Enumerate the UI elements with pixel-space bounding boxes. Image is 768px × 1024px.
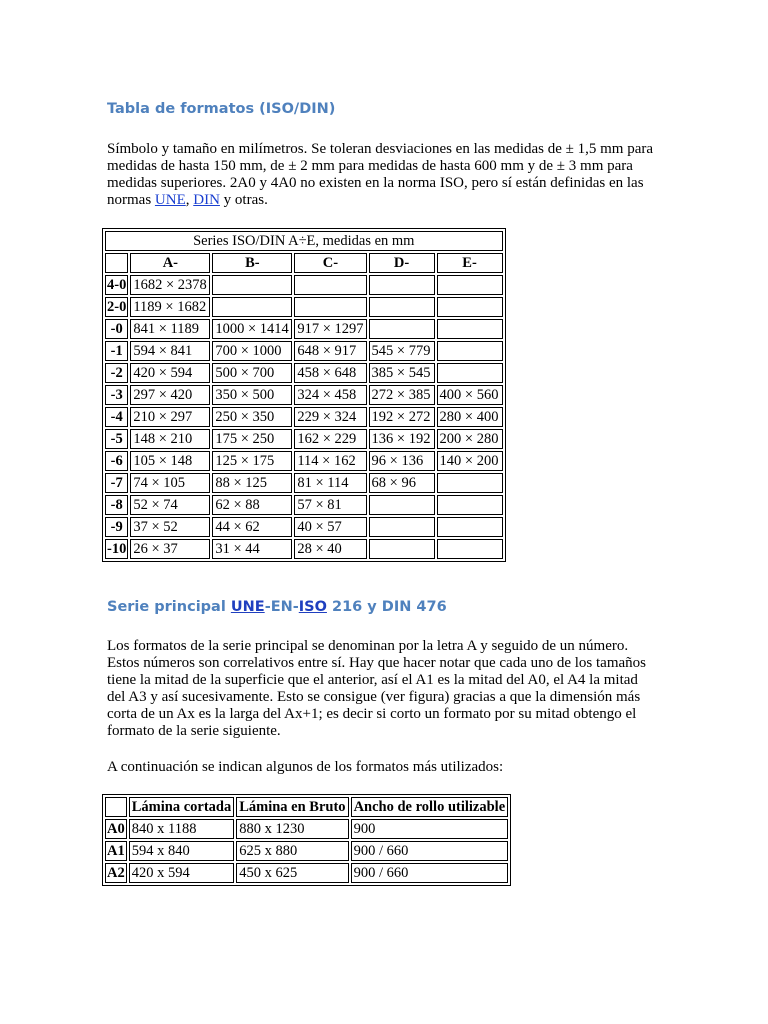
table-cell: 545 × 779 (369, 341, 435, 361)
intro-paragraph (107, 141, 667, 209)
intro-end: y otras. (219, 192, 268, 208)
table-cell: 420 x 594 (129, 863, 234, 883)
table-cell: 648 × 917 (294, 341, 366, 361)
table-body (105, 275, 503, 559)
table-cell: 297 × 420 (130, 385, 210, 405)
column-header: E- (437, 253, 503, 273)
table-row (105, 819, 508, 839)
column-header: Ancho de rollo utilizable (351, 797, 509, 817)
table-row (105, 275, 503, 295)
table-cell (369, 275, 435, 295)
table-row (105, 297, 503, 317)
row-header: A0 (105, 819, 127, 839)
corner-cell (105, 253, 128, 273)
table-cell: 324 × 458 (294, 385, 366, 405)
table-cell: 1682 × 2378 (130, 275, 210, 295)
table-cell: 900 / 660 (351, 863, 509, 883)
table-cell: 880 x 1230 (236, 819, 348, 839)
table-cell: 28 × 40 (294, 539, 366, 559)
table-cell: 105 × 148 (130, 451, 210, 471)
din-link[interactable]: DIN (193, 192, 220, 208)
row-header: -0 (105, 319, 128, 339)
table-cell: 114 × 162 (294, 451, 366, 471)
table-cell (437, 275, 503, 295)
table-cell: 500 × 700 (212, 363, 292, 383)
table-cell: 458 × 648 (294, 363, 366, 383)
table-cell: 26 × 37 (130, 539, 210, 559)
table-cell: 385 × 545 (369, 363, 435, 383)
iso-din-series-table (102, 228, 506, 562)
table-row (105, 341, 503, 361)
table-cell: 400 × 560 (437, 385, 503, 405)
row-header: -2 (105, 363, 128, 383)
une-title-link[interactable]: UNE (230, 599, 265, 615)
table-cell: 900 / 660 (351, 841, 509, 861)
table-cell: 74 × 105 (130, 473, 210, 493)
table-cell: 841 × 1189 (130, 319, 210, 339)
table-row (105, 863, 508, 883)
column-header: D- (369, 253, 435, 273)
table-cell: 175 × 250 (212, 429, 292, 449)
table-row (105, 319, 503, 339)
table-cell: 44 × 62 (212, 517, 292, 537)
table-cell (369, 297, 435, 317)
column-header: B- (212, 253, 292, 273)
table-cell: 210 × 297 (130, 407, 210, 427)
table-cell: 125 × 175 (212, 451, 292, 471)
table-cell (437, 517, 503, 537)
row-header: -7 (105, 473, 128, 493)
table-cell: 350 × 500 (212, 385, 292, 405)
table-row (105, 517, 503, 537)
table-row (105, 539, 503, 559)
table-cell (369, 495, 435, 515)
table-caption-row (105, 231, 503, 251)
row-header: -6 (105, 451, 128, 471)
table-cell (437, 297, 503, 317)
section-title-formatos: Tabla de formatos (ISO/DIN) (107, 101, 336, 117)
table-cell (369, 319, 435, 339)
table-cell: 57 × 81 (294, 495, 366, 515)
table-cell: 136 × 192 (369, 429, 435, 449)
table-cell (437, 341, 503, 361)
intro-text: Símbolo y tamaño en milímetros. Se toleran desviaciones en las medidas de ± 1,5 mm para medidas de hasta 150 mm, de ± 2 mm para medidas de hasta 600 mm y de ± 3 mm para medidas superiores. 2A0 y 4A0 no existen en la norma ISO, pero sí están definidas en las normas (107, 141, 654, 208)
table-cell (437, 363, 503, 383)
table-cell: 140 × 200 (437, 451, 503, 471)
table-cell: 594 × 841 (130, 341, 210, 361)
table-cell (212, 275, 292, 295)
table-cell: 68 × 96 (369, 473, 435, 493)
serie-paragraph: Los formatos de la serie principal se denominan por la letra A y seguido de un número. Estos números son correlativos entre sí. Hay que hacer notar que cada uno de los tamaños tiene la mitad de la superficie que el anterior, así el A1 es la mitad del A0, el A4 la mitad del A3 y así sucesivamente. Esto se consigue (ver figura) gracias a que la dimensión más corta de un Ax es la larga del Ax+1; es decir si corto un formato por su mitad obtengo el formato de la serie siguiente. (107, 638, 647, 739)
table-cell: 420 × 594 (130, 363, 210, 383)
row-header: -10 (105, 539, 128, 559)
table-cell (294, 275, 366, 295)
table-cell: 229 × 324 (294, 407, 366, 427)
section-title-serie-principal (107, 599, 447, 615)
serie-title-mid: -EN- (264, 599, 299, 615)
table-row (105, 429, 503, 449)
table-row (105, 495, 503, 515)
table-cell (212, 297, 292, 317)
serie-title-post: 216 y DIN 476 (326, 599, 447, 615)
table-cell: 450 x 625 (236, 863, 348, 883)
table-row (105, 841, 508, 861)
table-cell: 250 × 350 (212, 407, 292, 427)
table-row (105, 385, 503, 405)
table-cell (437, 495, 503, 515)
formats-intro: A continuación se indican algunos de los formatos más utilizados: (107, 759, 504, 775)
row-header: 4-0 (105, 275, 128, 295)
table-cell (437, 473, 503, 493)
row-header: -5 (105, 429, 128, 449)
row-header: -9 (105, 517, 128, 537)
table-cell: 272 × 385 (369, 385, 435, 405)
row-header: 2-0 (105, 297, 128, 317)
corner-cell (105, 797, 127, 817)
table-cell: 37 × 52 (130, 517, 210, 537)
table-cell: 1000 × 1414 (212, 319, 292, 339)
row-header: A2 (105, 863, 127, 883)
table-cell: 148 × 210 (130, 429, 210, 449)
serie-title-pre: Serie principal (107, 599, 231, 615)
common-formats-table (102, 794, 511, 886)
iso-title-link[interactable]: ISO (298, 599, 327, 615)
table-row (105, 407, 503, 427)
table-cell (437, 539, 503, 559)
row-header: -1 (105, 341, 128, 361)
table-cell: 700 × 1000 (212, 341, 292, 361)
table-cell: 917 × 1297 (294, 319, 366, 339)
table-cell (437, 319, 503, 339)
table-cell: 40 × 57 (294, 517, 366, 537)
table-cell: 31 × 44 (212, 539, 292, 559)
table-cell (369, 539, 435, 559)
column-header: C- (294, 253, 366, 273)
table-header-row (105, 253, 503, 273)
table-cell: 594 x 840 (129, 841, 234, 861)
row-header: -3 (105, 385, 128, 405)
table-cell: 81 × 114 (294, 473, 366, 493)
table-body (105, 819, 508, 883)
column-header: A- (130, 253, 210, 273)
table-header-row (105, 797, 508, 817)
table-cell: 52 × 74 (130, 495, 210, 515)
table-cell: 162 × 229 (294, 429, 366, 449)
table-cell (369, 517, 435, 537)
table-cell: 96 × 136 (369, 451, 435, 471)
table-cell: 200 × 280 (437, 429, 503, 449)
table-cell: 625 x 880 (236, 841, 348, 861)
column-header: Lámina en Bruto (236, 797, 348, 817)
table-row (105, 363, 503, 383)
table-cell: 840 x 1188 (129, 819, 234, 839)
row-header: -8 (105, 495, 128, 515)
table-cell: 900 (351, 819, 509, 839)
table-row (105, 451, 503, 471)
table-cell: 1189 × 1682 (130, 297, 210, 317)
table-cell: 88 × 125 (212, 473, 292, 493)
table-cell (294, 297, 366, 317)
table-cell: 62 × 88 (212, 495, 292, 515)
une-link[interactable]: UNE (154, 192, 186, 208)
table-cell: 280 × 400 (437, 407, 503, 427)
table-row (105, 473, 503, 493)
table-caption: Series ISO/DIN A÷E, medidas en mm (105, 231, 503, 251)
intro-sep: , (185, 192, 194, 208)
column-header: Lámina cortada (129, 797, 234, 817)
row-header: A1 (105, 841, 127, 861)
table-cell: 192 × 272 (369, 407, 435, 427)
row-header: -4 (105, 407, 128, 427)
